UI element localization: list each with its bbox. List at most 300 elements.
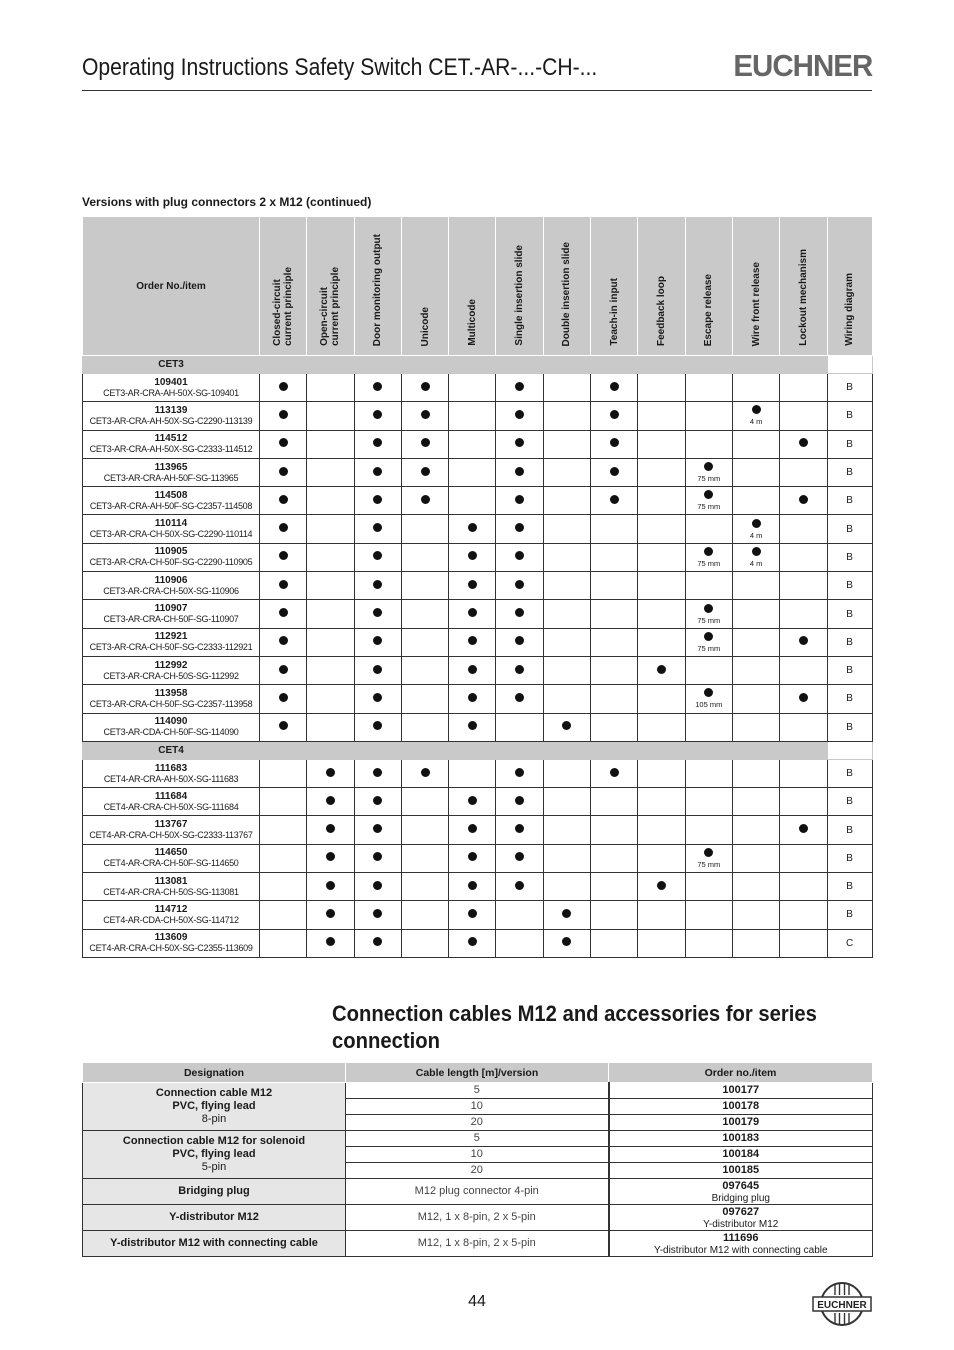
cable-order-number: 097627: [722, 1205, 760, 1218]
feature-cell: [449, 901, 496, 929]
col-header-3: [401, 217, 448, 356]
order-number: 111683: [154, 762, 188, 774]
feature-cell: [591, 487, 638, 515]
feature-cell: [401, 600, 448, 628]
feature-cell: [780, 656, 827, 684]
feature-cell: [496, 628, 543, 656]
feature-cell: [401, 685, 448, 713]
feature-cell: [543, 458, 590, 486]
feature-cell: [732, 515, 779, 543]
feature-dot: [799, 824, 808, 833]
item-cell: [83, 515, 260, 543]
feature-dot: [279, 608, 288, 617]
feature-cell: [685, 929, 732, 957]
col-header-9: [685, 217, 732, 356]
feature-cell: [307, 844, 354, 872]
group-label: CET3: [83, 356, 260, 374]
feature-dot: [468, 551, 477, 560]
feature-note: 75 mm: [697, 558, 721, 568]
feature-cell: [260, 430, 307, 458]
item-designation: CET4-AR-CRA-CH-50S-SG-113081: [103, 886, 239, 897]
feature-note: 4 m: [749, 530, 763, 540]
feature-dot: [752, 405, 761, 414]
feature-cell: [354, 929, 401, 957]
feature-dot: [515, 608, 524, 617]
table-row: [83, 873, 873, 901]
cables-heading: Connection cables M12 and accessories for series connection: [332, 1001, 817, 1053]
feature-cell: [496, 873, 543, 901]
feature-cell: [449, 543, 496, 571]
feature-cell: [496, 572, 543, 600]
feature-dot: [421, 495, 430, 504]
feature-cell: [732, 572, 779, 600]
feature-cell: [401, 901, 448, 929]
feature-cell: [591, 374, 638, 402]
feature-cell: [354, 844, 401, 872]
feature-cell: [496, 458, 543, 486]
wiring-diagram-cell: B: [827, 816, 872, 844]
designation-line: Connection cable M12 for solenoid: [122, 1135, 306, 1147]
item-cell: [83, 713, 260, 741]
feature-cell: [780, 572, 827, 600]
feature-cell: [449, 458, 496, 486]
table-row: [83, 402, 873, 430]
feature-dot: [279, 495, 288, 504]
feature-cell: [591, 543, 638, 571]
cable-order-number: 100185: [722, 1164, 760, 1176]
feature-dot: [610, 410, 619, 419]
designation-line: Y-distributor M12 with connecting cable: [110, 1237, 318, 1249]
col-header-label: Lockout mechanism: [797, 249, 809, 346]
col-header-label: Escape release: [703, 273, 715, 346]
order-number: 111684: [154, 790, 188, 802]
col-header-4: [449, 217, 496, 356]
feature-cell: [401, 844, 448, 872]
feature-cell: [496, 713, 543, 741]
feature-cell: [260, 572, 307, 600]
feature-cell: [732, 543, 779, 571]
feature-dot: [515, 796, 524, 805]
cable-row: [83, 1205, 873, 1231]
feature-dot: [279, 580, 288, 589]
item-designation: CET3-AR-CRA-CH-50X-SG-C2290-110114: [89, 529, 253, 540]
feature-cell: [638, 873, 685, 901]
feature-cell: [638, 572, 685, 600]
feature-cell: [685, 901, 732, 929]
group-spacer: [827, 741, 872, 759]
cables-table: [82, 1062, 873, 1257]
feature-cell: [638, 713, 685, 741]
feature-dot: [799, 438, 808, 447]
feature-cell: [543, 430, 590, 458]
feature-dot: [704, 490, 713, 499]
cable-order-number: 097645: [722, 1179, 760, 1192]
feature-cell: [638, 402, 685, 430]
cable-length: M12 plug connector 4-pin: [346, 1179, 609, 1205]
wiring-diagram-cell: B: [827, 713, 872, 741]
feature-cell: [543, 487, 590, 515]
wiring-diagram-cell: B: [827, 600, 872, 628]
cable-designation: [83, 1131, 346, 1179]
feature-note: 4 m: [749, 558, 763, 568]
group-row: [83, 741, 873, 759]
versions-table: [82, 216, 873, 958]
col-header-2: [354, 217, 401, 356]
order-number: 113965: [154, 461, 188, 473]
item-cell: [83, 374, 260, 402]
order-number: 114712: [154, 903, 188, 915]
feature-cell: [260, 901, 307, 929]
cable-order-number: 100177: [722, 1084, 760, 1096]
cable-order-number: 111696: [723, 1231, 759, 1244]
feature-dot: [704, 848, 713, 857]
item-cell: [83, 759, 260, 787]
feature-cell: [591, 759, 638, 787]
feature-dot: [326, 937, 335, 946]
feature-cell: [401, 515, 448, 543]
feature-cell: [638, 515, 685, 543]
cable-order-sub: Bridging plug: [711, 1192, 770, 1204]
table-row: [83, 656, 873, 684]
order-number: 112992: [154, 659, 188, 671]
page-header: [82, 48, 872, 91]
feature-note: 75 mm: [697, 474, 721, 484]
cable-order-cell: [609, 1115, 873, 1131]
wiring-diagram-cell: B: [827, 788, 872, 816]
feature-cell: [685, 543, 732, 571]
feature-cell: [638, 628, 685, 656]
feature-dot: [373, 438, 382, 447]
feature-cell: [401, 816, 448, 844]
feature-cell: [449, 713, 496, 741]
feature-dot: [799, 636, 808, 645]
feature-cell: [543, 543, 590, 571]
feature-cell: [307, 685, 354, 713]
cable-order-number: 100183: [722, 1132, 760, 1144]
order-number: 113081: [154, 875, 188, 887]
feature-cell: [732, 929, 779, 957]
feature-cell: [307, 543, 354, 571]
page-number: 44: [468, 1293, 486, 1310]
table-row: [83, 929, 873, 957]
feature-cell: [354, 430, 401, 458]
feature-cell: [401, 929, 448, 957]
feature-cell: [449, 515, 496, 543]
feature-cell: [449, 572, 496, 600]
feature-cell: [591, 402, 638, 430]
cable-order-sub: Y-distributor M12: [703, 1218, 779, 1230]
cable-length: 10: [346, 1099, 609, 1115]
table-row: [83, 543, 873, 571]
feature-cell: [354, 600, 401, 628]
table-row: [83, 572, 873, 600]
cable-order-cell: [609, 1231, 873, 1257]
feature-cell: [638, 844, 685, 872]
feature-cell: [260, 628, 307, 656]
feature-cell: [732, 656, 779, 684]
feature-cell: [449, 628, 496, 656]
col-header-label: Teach-in input: [608, 278, 620, 346]
svg-text:EUCHNER: EUCHNER: [817, 1300, 867, 1311]
feature-cell: [780, 600, 827, 628]
col-header-order: Order No./item: [83, 217, 260, 356]
feature-cell: [260, 816, 307, 844]
feature-dot: [704, 462, 713, 471]
feature-cell: [260, 656, 307, 684]
feature-cell: [260, 374, 307, 402]
order-number: 112921: [154, 631, 188, 643]
order-number: 109401: [154, 376, 188, 388]
feature-cell: [543, 929, 590, 957]
feature-cell: [685, 628, 732, 656]
item-cell: [83, 685, 260, 713]
feature-cell: [780, 487, 827, 515]
feature-cell: [543, 572, 590, 600]
feature-cell: [307, 788, 354, 816]
feature-dot: [562, 909, 571, 918]
feature-cell: [685, 515, 732, 543]
wiring-diagram-cell: B: [827, 901, 872, 929]
feature-cell: [496, 901, 543, 929]
feature-cell: [591, 901, 638, 929]
feature-dot: [562, 721, 571, 730]
feature-dot: [468, 580, 477, 589]
feature-dot: [704, 604, 713, 613]
feature-note: 75 mm: [697, 502, 721, 512]
feature-cell: [685, 402, 732, 430]
feature-cell: [449, 759, 496, 787]
feature-dot: [421, 438, 430, 447]
item-designation: CET4-AR-CRA-CH-50X-SG-C2355-113609: [89, 943, 253, 954]
feature-cell: [543, 816, 590, 844]
feature-dot: [468, 852, 477, 861]
feature-dot: [468, 693, 477, 702]
feature-cell: [780, 628, 827, 656]
feature-cell: [780, 788, 827, 816]
col-header-label: Closed-circuit current principle: [272, 267, 295, 346]
feature-cell: [354, 572, 401, 600]
feature-cell: [685, 374, 732, 402]
feature-dot: [373, 693, 382, 702]
feature-cell: [543, 873, 590, 901]
feature-dot: [373, 824, 382, 833]
feature-note: 75 mm: [697, 859, 721, 869]
feature-cell: [354, 628, 401, 656]
feature-cell: [780, 873, 827, 901]
wiring-diagram-cell: B: [827, 515, 872, 543]
feature-cell: [354, 515, 401, 543]
table-row: [83, 600, 873, 628]
feature-dot: [373, 382, 382, 391]
feature-dot: [468, 608, 477, 617]
group-label: CET4: [83, 741, 260, 759]
feature-dot: [610, 467, 619, 476]
feature-dot: [704, 632, 713, 641]
cable-order-sub: Y-distributor M12 with connecting cable: [653, 1244, 828, 1256]
table-row: [83, 759, 873, 787]
group-spacer: [260, 356, 828, 374]
order-number: 114650: [154, 847, 188, 859]
feature-cell: [543, 685, 590, 713]
euchner-seal-logo: [812, 1280, 872, 1328]
cable-length: 5: [346, 1131, 609, 1147]
item-designation: CET3-AR-CRA-CH-50F-SG-110907: [103, 614, 239, 625]
feature-dot: [515, 768, 524, 777]
feature-cell: [354, 685, 401, 713]
feature-dot: [610, 495, 619, 504]
table-row: [83, 713, 873, 741]
item-designation: CET4-AR-CDA-CH-50X-SG-114712: [103, 914, 239, 925]
feature-cell: [449, 487, 496, 515]
feature-cell: [449, 844, 496, 872]
wiring-diagram-cell: B: [827, 873, 872, 901]
cable-order-cell: [609, 1163, 873, 1179]
feature-cell: [449, 430, 496, 458]
feature-cell: [307, 713, 354, 741]
feature-dot: [326, 852, 335, 861]
feature-cell: [401, 788, 448, 816]
feature-cell: [401, 628, 448, 656]
feature-cell: [591, 816, 638, 844]
feature-dot: [468, 721, 477, 730]
item-designation: CET4-AR-CRA-CH-50X-SG-C2333-113767: [89, 830, 253, 841]
feature-cell: [543, 374, 590, 402]
feature-cell: [449, 685, 496, 713]
feature-dot: [373, 881, 382, 890]
feature-dot: [373, 467, 382, 476]
feature-cell: [591, 572, 638, 600]
feature-dot: [515, 495, 524, 504]
feature-cell: [685, 600, 732, 628]
feature-cell: [260, 543, 307, 571]
feature-cell: [591, 713, 638, 741]
feature-cell: [732, 759, 779, 787]
feature-dot: [610, 438, 619, 447]
feature-note: 4 m: [749, 417, 763, 427]
feature-cell: [307, 515, 354, 543]
feature-cell: [449, 788, 496, 816]
feature-cell: [732, 816, 779, 844]
order-number: 113609: [154, 932, 188, 944]
item-cell: [83, 458, 260, 486]
feature-cell: [401, 487, 448, 515]
feature-cell: [307, 929, 354, 957]
cable-row: [83, 1083, 873, 1099]
designation-line: Y-distributor M12: [169, 1211, 259, 1223]
feature-cell: [685, 844, 732, 872]
feature-cell: [260, 487, 307, 515]
feature-cell: [354, 759, 401, 787]
feature-dot: [657, 881, 666, 890]
feature-cell: [591, 685, 638, 713]
designation-line: Bridging plug: [178, 1185, 250, 1197]
cable-designation: [83, 1179, 346, 1205]
item-cell: [83, 600, 260, 628]
feature-cell: [401, 759, 448, 787]
order-number: 113139: [154, 404, 188, 416]
feature-dot: [515, 551, 524, 560]
col-header-label: Open-circuit current principle: [319, 267, 342, 346]
table-row: [83, 628, 873, 656]
feature-cell: [780, 685, 827, 713]
col-header-7: [591, 217, 638, 356]
designation-line: PVC, flying lead: [172, 1148, 256, 1160]
feature-dot: [468, 937, 477, 946]
feature-cell: [354, 402, 401, 430]
wiring-diagram-cell: B: [827, 628, 872, 656]
feature-cell: [401, 402, 448, 430]
item-cell: [83, 572, 260, 600]
feature-dot: [468, 665, 477, 674]
wiring-diagram-cell: B: [827, 543, 872, 571]
feature-cell: [732, 487, 779, 515]
feature-dot: [515, 693, 524, 702]
feature-cell: [732, 458, 779, 486]
col-header-label: Single insertion slide: [514, 245, 526, 346]
col-header-label: Wiring diagram: [844, 273, 856, 346]
feature-cell: [732, 844, 779, 872]
section-title: Versions with plug connectors 2 x M12 (continued): [82, 195, 372, 209]
feature-dot: [326, 768, 335, 777]
feature-cell: [591, 628, 638, 656]
item-cell: [83, 788, 260, 816]
feature-cell: [732, 628, 779, 656]
item-cell: [83, 873, 260, 901]
feature-dot: [373, 937, 382, 946]
order-number: 113958: [154, 687, 188, 699]
feature-cell: [496, 402, 543, 430]
item-designation: CET3-AR-CRA-AH-50X-SG-C2290-113139: [89, 415, 253, 426]
cable-order-number: 100178: [722, 1100, 760, 1112]
item-cell: [83, 656, 260, 684]
feature-dot: [421, 768, 430, 777]
cable-designation: [83, 1083, 346, 1131]
feature-cell: [638, 430, 685, 458]
feature-cell: [780, 430, 827, 458]
feature-cell: [354, 458, 401, 486]
designation-pin: 8-pin: [201, 1113, 227, 1125]
feature-cell: [543, 515, 590, 543]
feature-cell: [685, 572, 732, 600]
feature-cell: [307, 430, 354, 458]
feature-dot: [468, 881, 477, 890]
feature-cell: [732, 788, 779, 816]
col-header-0: [260, 217, 307, 356]
feature-dot: [279, 382, 288, 391]
item-designation: CET3-AR-CDA-CH-50F-SG-114090: [103, 727, 239, 738]
feature-dot: [373, 721, 382, 730]
feature-dot: [279, 693, 288, 702]
feature-cell: [591, 873, 638, 901]
feature-cell: [401, 458, 448, 486]
item-cell: [83, 816, 260, 844]
col-header-1: [307, 217, 354, 356]
item-designation: CET3-AR-CRA-CH-50F-SG-C2357-113958: [89, 698, 253, 709]
feature-dot: [657, 665, 666, 674]
cable-order-number: 100184: [722, 1148, 760, 1160]
cable-length: M12, 1 x 8-pin, 2 x 5-pin: [346, 1205, 609, 1231]
cables-table-header: [83, 1063, 873, 1083]
cable-order-cell: [609, 1083, 873, 1099]
feature-dot: [515, 467, 524, 476]
wiring-diagram-cell: B: [827, 458, 872, 486]
item-cell: [83, 844, 260, 872]
feature-cell: [401, 572, 448, 600]
cable-length: 5: [346, 1083, 609, 1099]
feature-cell: [496, 685, 543, 713]
feature-cell: [638, 656, 685, 684]
feature-dot: [373, 909, 382, 918]
